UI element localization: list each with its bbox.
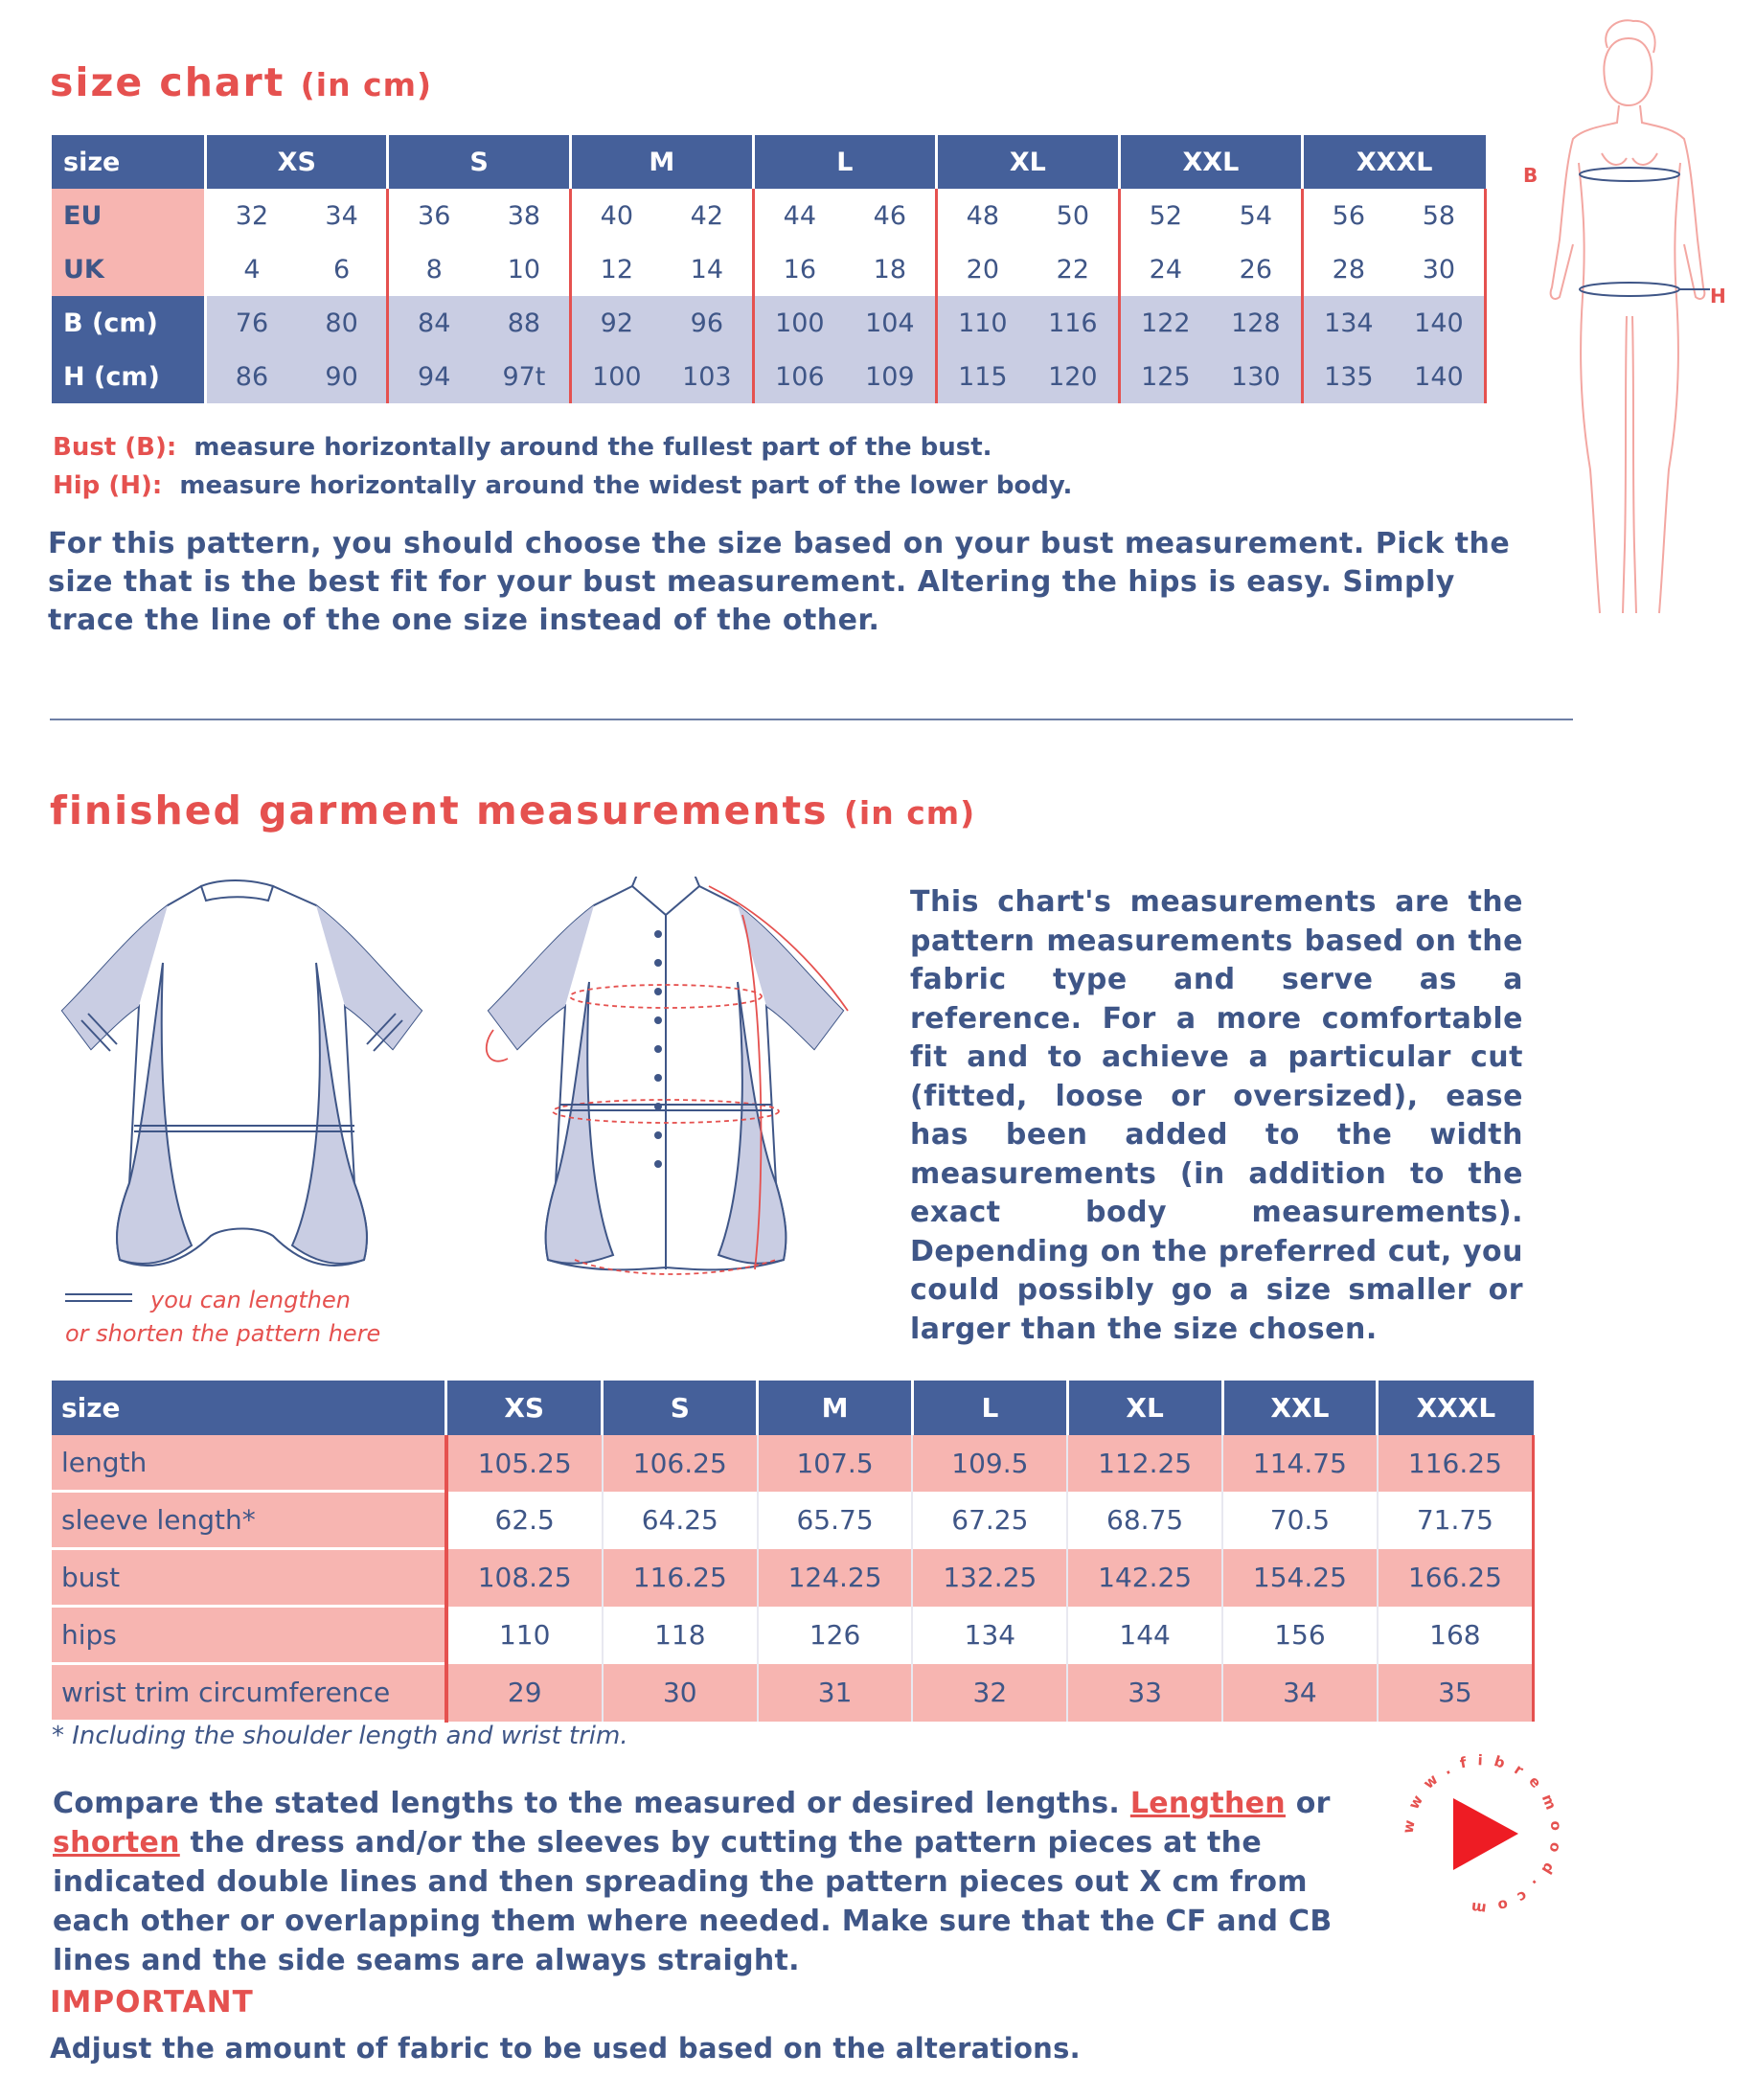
shorten-link[interactable]: shorten — [53, 1826, 180, 1860]
garment-cell: 32 — [912, 1664, 1067, 1722]
size-cell: 122 — [1119, 296, 1211, 350]
garment-cell: 126 — [758, 1607, 913, 1664]
size-cell: 8 — [388, 242, 479, 296]
size-cell: 134 — [1302, 296, 1394, 350]
garment-header-m: M — [758, 1381, 913, 1435]
garment-header-s: S — [603, 1381, 758, 1435]
lengthen-note-line-1: you can lengthen — [150, 1287, 351, 1313]
size-row-label: EU — [52, 189, 206, 242]
garment-cell: 109.5 — [912, 1435, 1067, 1492]
size-cell: 32 — [206, 189, 297, 242]
garment-row-hips — [52, 1607, 1534, 1664]
bust-definition-label: Bust (B): — [53, 433, 177, 462]
size-cell: 56 — [1302, 189, 1394, 242]
size-cell: 40 — [570, 189, 662, 242]
size-chart-table — [52, 135, 1487, 403]
garment-cell: 71.75 — [1378, 1492, 1534, 1549]
bust-definition-text: measure horizontally around the fullest part of the bust. — [194, 433, 992, 462]
garment-cell: 68.75 — [1067, 1492, 1222, 1549]
size-cell: 100 — [570, 350, 662, 403]
garment-cell: 70.5 — [1222, 1492, 1378, 1549]
garment-row-label: hips — [52, 1607, 446, 1664]
size-cell: 104 — [845, 296, 937, 350]
garment-row-wrist-trim-circumference — [52, 1664, 1534, 1722]
garment-cell: 144 — [1067, 1607, 1222, 1664]
size-cell: 125 — [1119, 350, 1211, 403]
size-cell: 86 — [206, 350, 297, 403]
size-cell: 84 — [388, 296, 479, 350]
compare-text-2: the dress and/or the sleeves by cutting the pattern pieces at the indicated double lines and then spreading the pattern pieces out X cm from each other or overlapping them where needed. Make sure that the CF and CB lines and the side seams are always straight. — [53, 1826, 1333, 1977]
size-cell: 24 — [1119, 242, 1211, 296]
compare-paragraph — [53, 1784, 1375, 1980]
size-cell: 109 — [845, 350, 937, 403]
size-cell: 14 — [662, 242, 754, 296]
garment-cell: 107.5 — [758, 1435, 913, 1492]
size-cell: 22 — [1028, 242, 1120, 296]
bust-definition — [53, 428, 992, 467]
garment-cell: 33 — [1067, 1664, 1222, 1722]
size-chart-title-text: size chart — [50, 59, 285, 105]
size-header-m: M — [570, 135, 753, 189]
section-divider — [50, 719, 1573, 720]
size-cell: 34 — [297, 189, 388, 242]
size-row-eu — [52, 189, 1486, 242]
size-cell: 18 — [845, 242, 937, 296]
garment-cell: 132.25 — [912, 1549, 1067, 1607]
size-header-s: S — [388, 135, 570, 189]
size-cell: 100 — [753, 296, 845, 350]
garment-cell: 62.5 — [446, 1492, 603, 1549]
garment-row-label: bust — [52, 1549, 446, 1607]
garment-title — [50, 788, 975, 833]
size-cell: 52 — [1119, 189, 1211, 242]
hip-marker-label: H — [1710, 285, 1726, 308]
size-chart-unit: (in cm) — [300, 66, 433, 103]
double-line-legend-icon — [65, 1291, 134, 1305]
garment-cell: 156 — [1222, 1607, 1378, 1664]
play-icon — [1453, 1798, 1518, 1870]
garment-cell: 30 — [603, 1664, 758, 1722]
garment-row-sleeve-length — [52, 1492, 1534, 1549]
size-cell: 30 — [1394, 242, 1486, 296]
size-cell: 90 — [297, 350, 388, 403]
garment-cell: 110 — [446, 1607, 603, 1664]
lengthen-link[interactable]: Lengthen — [1129, 1787, 1286, 1820]
size-header-l: L — [753, 135, 936, 189]
garment-cell: 31 — [758, 1664, 913, 1722]
size-cell: 97t — [479, 350, 570, 403]
garment-cell: 168 — [1378, 1607, 1534, 1664]
garment-description: This chart's measurements are the pattern measurements based on the fabric type and serve as a reference. For a more comfortable fit and to achieve a particular cut (fitted, loose or oversized), ease has been added to the width measurements (in addition to the exact body measurements). Depending on the preferred cut, you could possibly go a size smaller or larger than the size chosen. — [910, 885, 1523, 1346]
garment-header-xxl: XXL — [1222, 1381, 1378, 1435]
size-cell: 54 — [1211, 189, 1303, 242]
size-cell: 140 — [1394, 296, 1486, 350]
lengthen-note-line-2: or shorten the pattern here — [65, 1320, 381, 1347]
garment-cell: 142.25 — [1067, 1549, 1222, 1607]
garment-cell: 64.25 — [603, 1492, 758, 1549]
size-cell: 36 — [388, 189, 479, 242]
size-cell: 88 — [479, 296, 570, 350]
shirt-front-illustration — [450, 877, 872, 1279]
size-cell: 16 — [753, 242, 845, 296]
body-figure-illustration — [1514, 10, 1753, 623]
garment-row-label: sleeve length* — [52, 1492, 446, 1549]
size-row-label: B (cm) — [52, 296, 206, 350]
size-cell: 115 — [936, 350, 1028, 403]
size-row-b-cm — [52, 296, 1486, 350]
hip-definition-label: Hip (H): — [53, 471, 163, 500]
garment-cell: 108.25 — [446, 1549, 603, 1607]
size-cell: 128 — [1211, 296, 1303, 350]
size-header-xs: XS — [206, 135, 388, 189]
garment-cell: 106.25 — [603, 1435, 758, 1492]
garment-cell: 116.25 — [603, 1549, 758, 1607]
size-cell: 28 — [1302, 242, 1394, 296]
garment-title-text: finished garment measurements — [50, 788, 829, 833]
garment-cell: 65.75 — [758, 1492, 913, 1549]
garment-row-length — [52, 1435, 1534, 1492]
garment-cell: 124.25 — [758, 1549, 913, 1607]
garment-cell: 116.25 — [1378, 1435, 1534, 1492]
size-cell: 80 — [297, 296, 388, 350]
size-cell: 76 — [206, 296, 297, 350]
size-cell: 116 — [1028, 296, 1120, 350]
size-cell: 50 — [1028, 189, 1120, 242]
size-cell: 12 — [570, 242, 662, 296]
garment-cell: 112.25 — [1067, 1435, 1222, 1492]
size-cell: 92 — [570, 296, 662, 350]
size-cell: 120 — [1028, 350, 1120, 403]
size-cell: 4 — [206, 242, 297, 296]
bust-marker-label: B — [1523, 164, 1538, 187]
size-header-xxxl: XXXL — [1302, 135, 1485, 189]
garment-cell: 67.25 — [912, 1492, 1067, 1549]
size-cell: 140 — [1394, 350, 1486, 403]
size-cell: 58 — [1394, 189, 1486, 242]
size-cell: 20 — [936, 242, 1028, 296]
size-cell: 46 — [845, 189, 937, 242]
size-advice-paragraph: For this pattern, you should choose the size based on your bust measurement. Pick the size that is the best fit for your bust measurement. Altering the hips is easy. Simply trace the line of the one size instead of the other. — [48, 527, 1511, 637]
compare-text-1: Compare the stated lengths to the measured or desired lengths. — [53, 1787, 1121, 1820]
garment-cell: 134 — [912, 1607, 1067, 1664]
size-cell: 10 — [479, 242, 570, 296]
size-header-xl: XL — [936, 135, 1119, 189]
garment-header-xl: XL — [1067, 1381, 1222, 1435]
size-header-xxl: XXL — [1119, 135, 1302, 189]
size-row-h-cm — [52, 350, 1486, 403]
garment-header-row — [52, 1381, 1534, 1435]
garment-row-bust — [52, 1549, 1534, 1607]
garment-cell: 105.25 — [446, 1435, 603, 1492]
garment-cell: 35 — [1378, 1664, 1534, 1722]
garment-cell: 166.25 — [1378, 1549, 1534, 1607]
garment-cell: 114.75 — [1222, 1435, 1378, 1492]
logo-text: www.fibremood.com — [1399, 1751, 1565, 1918]
garment-cell: 34 — [1222, 1664, 1378, 1722]
important-title: IMPORTANT — [50, 1985, 254, 2020]
size-cell: 26 — [1211, 242, 1303, 296]
size-header-label: size — [52, 135, 206, 189]
hip-definition-text: measure horizontally around the widest part of the lower body. — [179, 471, 1073, 500]
size-row-label: H (cm) — [52, 350, 206, 403]
size-row-label: UK — [52, 242, 206, 296]
size-cell: 6 — [297, 242, 388, 296]
size-header-row — [52, 135, 1486, 189]
size-row-uk — [52, 242, 1486, 296]
size-chart-title — [50, 59, 432, 105]
size-cell: 110 — [936, 296, 1028, 350]
compare-or: or — [1295, 1787, 1331, 1820]
garment-cell: 118 — [603, 1607, 758, 1664]
size-cell: 130 — [1211, 350, 1303, 403]
garment-unit: (in cm) — [843, 794, 976, 832]
garment-cell: 154.25 — [1222, 1549, 1378, 1607]
hip-definition — [53, 467, 1072, 505]
garment-header-xs: XS — [446, 1381, 603, 1435]
size-cell: 96 — [662, 296, 754, 350]
fibremood-logo[interactable] — [1394, 1746, 1571, 1923]
important-text: Adjust the amount of fabric to be used based on the alterations. — [50, 2032, 1081, 2065]
size-cell: 48 — [936, 189, 1028, 242]
garment-row-label: wrist trim circumference — [52, 1664, 446, 1722]
garment-header-label: size — [52, 1381, 446, 1435]
size-cell: 42 — [662, 189, 754, 242]
garment-cell: 29 — [446, 1664, 603, 1722]
size-cell: 103 — [662, 350, 754, 403]
garment-row-label: length — [52, 1435, 446, 1492]
size-cell: 44 — [753, 189, 845, 242]
size-cell: 38 — [479, 189, 570, 242]
shirt-back-illustration — [38, 877, 441, 1279]
garment-header-xxxl: XXXL — [1378, 1381, 1534, 1435]
size-cell: 94 — [388, 350, 479, 403]
garment-header-l: L — [912, 1381, 1067, 1435]
size-cell: 135 — [1302, 350, 1394, 403]
garment-measurements-table — [52, 1381, 1535, 1723]
size-cell: 106 — [753, 350, 845, 403]
garment-footnote: * Including the shoulder length and wrist trim. — [52, 1722, 628, 1750]
